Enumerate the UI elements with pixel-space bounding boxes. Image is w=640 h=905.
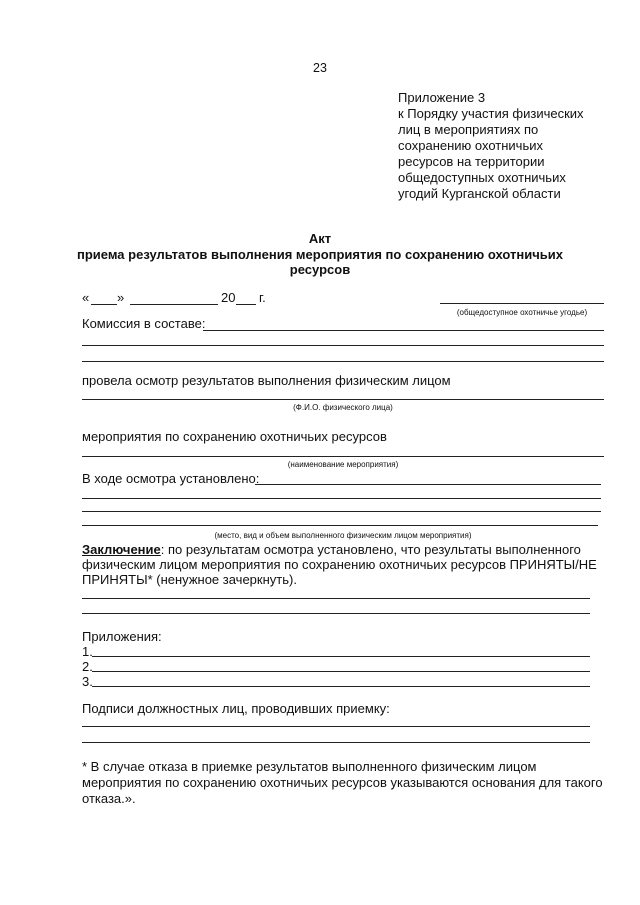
appendix-line: сохранению охотничьих	[398, 138, 543, 153]
commission-line-1[interactable]	[203, 330, 604, 331]
commission-label: Комиссия в составе:	[82, 316, 206, 331]
date-month-line[interactable]	[130, 304, 218, 305]
footnote-line-1: * В случае отказа в приемке результатов выполненного физическим лицом	[82, 759, 537, 774]
attachment-number-1: 1.	[82, 644, 93, 659]
established-label: В ходе осмотра установлено:	[82, 471, 260, 486]
event-text: мероприятия по сохранению охотничьих ресурсов	[82, 429, 387, 444]
commission-line-2[interactable]	[82, 345, 604, 346]
date-year-suffix: г.	[259, 290, 266, 305]
attachment-number-3: 3.	[82, 674, 93, 689]
established-line-3[interactable]	[82, 511, 601, 512]
established-line-4[interactable]	[82, 525, 598, 526]
established-line-1[interactable]	[255, 484, 601, 485]
fio-line[interactable]	[82, 399, 604, 400]
attachment-line-3[interactable]	[92, 686, 590, 687]
attachments-label: Приложения:	[82, 629, 162, 644]
footnote-line-2: мероприятия по сохранению охотничьих ресурсов указываются основания для такого	[82, 775, 603, 790]
signatures-label: Подписи должностных лиц, проводивших приемку:	[82, 701, 390, 716]
act-subtitle-line2: ресурсов	[289, 262, 351, 277]
attachment-number-2: 2.	[82, 659, 93, 674]
attachment-line-2[interactable]	[92, 671, 590, 672]
conclusion-line-3: ПРИНЯТЫ* (ненужное зачеркнуть).	[82, 572, 297, 587]
date-open-quote: «	[82, 290, 90, 305]
inspection-text: провела осмотр результатов выполнения физическим лицом	[82, 373, 451, 388]
hunting-ground-caption: (общедоступное охотничье угодье)	[456, 308, 588, 317]
appendix-line: общедоступных охотничьих	[398, 170, 566, 185]
appendix-line: к Порядку участия физических	[398, 106, 584, 121]
conclusion-line-1	[82, 542, 581, 558]
event-name-caption: (наименование мероприятия)	[287, 460, 399, 469]
conclusion-label: Заключение	[82, 542, 161, 557]
act-title: Акт	[308, 231, 332, 246]
page-number: 23	[313, 61, 327, 75]
hunting-ground-line[interactable]	[440, 303, 604, 304]
conclusion-line-blank-1[interactable]	[82, 598, 590, 599]
conclusion-line-blank-2[interactable]	[82, 613, 590, 614]
date-year-prefix: 20	[221, 290, 236, 305]
attachment-line-1[interactable]	[92, 656, 590, 657]
appendix-line: Приложение 3	[398, 90, 486, 105]
appendix-line: угодий Курганской области	[398, 186, 561, 201]
commission-line-3[interactable]	[82, 361, 604, 362]
signature-line-2[interactable]	[82, 742, 590, 743]
appendix-line: лиц в мероприятиях по	[398, 122, 539, 137]
conclusion-line-2: физическим лицом мероприятия по сохранению охотничьих ресурсов ПРИНЯТЫ/НЕ	[82, 557, 597, 572]
appendix-line: ресурсов на территории	[398, 154, 545, 169]
date-day-line[interactable]	[91, 304, 117, 305]
date-close-quote: »	[117, 290, 125, 305]
event-name-line[interactable]	[82, 456, 604, 457]
date-year-line[interactable]	[236, 304, 256, 305]
footnote-line-3: отказа.».	[82, 791, 136, 806]
appendix-block	[398, 90, 584, 202]
conclusion-text-1: : по результатам осмотра установлено, что результаты выполненного	[160, 542, 581, 557]
place-type-volume-caption: (место, вид и объем выполненного физическим лицом мероприятия)	[214, 531, 472, 540]
fio-caption: (Ф.И.О. физического лица)	[293, 403, 393, 412]
established-line-2[interactable]	[82, 498, 601, 499]
signature-line-1[interactable]	[82, 726, 590, 727]
act-subtitle-line1: приема результатов выполнения мероприятия по сохранению охотничьих	[77, 247, 563, 262]
